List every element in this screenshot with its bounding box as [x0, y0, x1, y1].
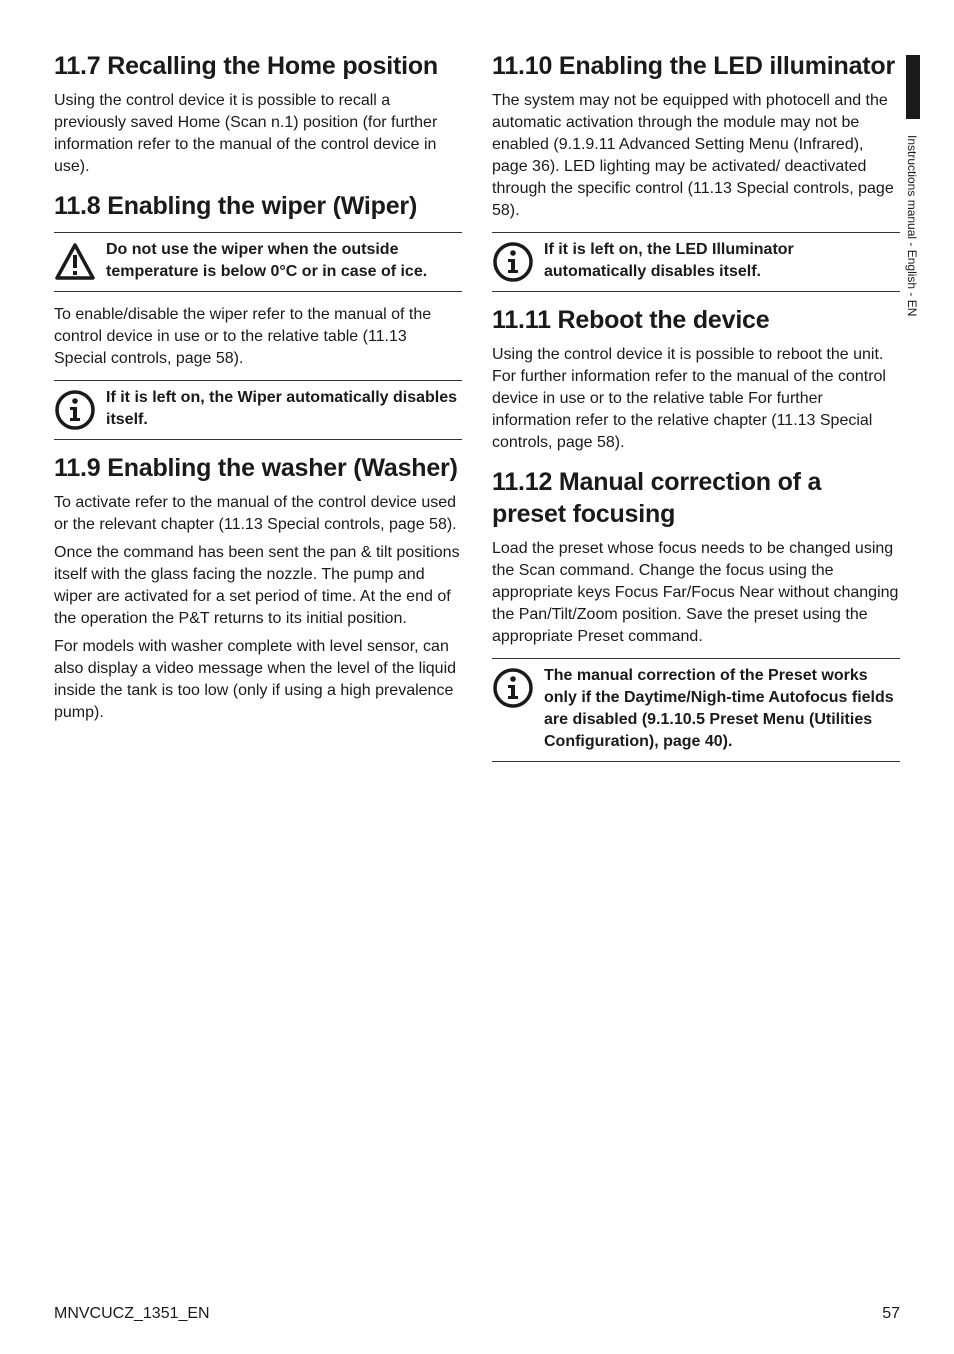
section-title: 11.12 Manual correction of a preset focusing — [492, 468, 822, 528]
paragraph: Using the control device it is possible to reboot the unit. For further information refer to the manual of the control device in use or to the relative table For further information refer to the relative chapter (11.13 Special controls, page 58). — [492, 346, 886, 451]
right-column — [492, 50, 900, 774]
section-11-8 — [54, 190, 462, 440]
info-text: If it is left on, the LED Illuminator automatically disables itself. — [544, 241, 794, 280]
paragraph: Using the control device it is possible to recall a previously saved Home (Scan n.1) position (for further information refer to the manual of the control device in use). — [54, 92, 438, 175]
section-title: 11.10 Enabling the LED illuminator — [492, 52, 896, 80]
section-title: 11.11 Reboot the device — [492, 306, 770, 334]
sidebar-label: Instructions manual - English - EN — [905, 135, 919, 317]
paragraph: To enable/disable the wiper refer to the manual of the control device in use or to the relative table (11.13 Special controls, page 58). — [54, 306, 432, 367]
info-text: The manual correction of the Preset works only if the Daytime/Nigh-time Autofocus fields are disabled (9.1.10.5 Preset Menu (Utilities Configuration), page 40). — [544, 667, 894, 750]
section-title: 11.8 Enabling the wiper (Wiper) — [54, 192, 418, 220]
footer-page-number: 57 — [882, 1305, 900, 1322]
left-column — [54, 50, 462, 736]
section-title: 11.9 Enabling the washer (Washer) — [54, 454, 458, 482]
paragraph: To activate refer to the manual of the control device used or the relevant chapter (11.13 Special controls, page 58). — [54, 494, 457, 533]
info-box — [492, 232, 900, 292]
info-circle-icon — [492, 667, 534, 709]
info-text: If it is left on, the Wiper automatically disables itself. — [106, 389, 458, 428]
section-11-11 — [492, 304, 900, 454]
info-circle-icon — [54, 389, 96, 431]
paragraph: For models with washer complete with level sensor, can also display a video message when the level of the liquid inside the tank is too low (only if using a high prevalence pump). — [54, 638, 457, 721]
warning-box — [54, 232, 462, 292]
info-box — [492, 658, 900, 762]
paragraph: Once the command has been sent the pan & tilt positions itself with the glass facing the nozzle. The pump and wiper are activated for a set period of time. At the end of the operation the P&T returns to its initial position. — [54, 544, 460, 627]
paragraph: Load the preset whose focus needs to be changed using the Scan command. Change the focus using the appropriate keys Focus Far/Focus Near without changing the Pan/Tilt/Zoom position. Save the preset using the appropriate Preset command. — [492, 540, 899, 645]
sidebar-tab — [906, 55, 920, 119]
section-11-12 — [492, 466, 900, 762]
warning-triangle-icon — [54, 241, 96, 283]
section-11-10 — [492, 50, 900, 292]
info-box — [54, 380, 462, 440]
info-circle-icon — [492, 241, 534, 283]
section-11-9 — [54, 452, 462, 724]
section-title: 11.7 Recalling the Home position — [54, 52, 438, 80]
paragraph: The system may not be equipped with photocell and the automatic activation through the module may not be enabled (9.1.9.11 Advanced Setting Menu (Infrared), page 36). LED lighting may be activated/ deactivated through the specific control (11.13 Special controls, page 58). — [492, 92, 894, 219]
warning-text: Do not use the wiper when the outside temperature is below 0°C or in case of ice. — [106, 241, 428, 280]
section-11-7 — [54, 50, 462, 178]
footer-doc-code: MNVCUCZ_1351_EN — [54, 1305, 210, 1322]
